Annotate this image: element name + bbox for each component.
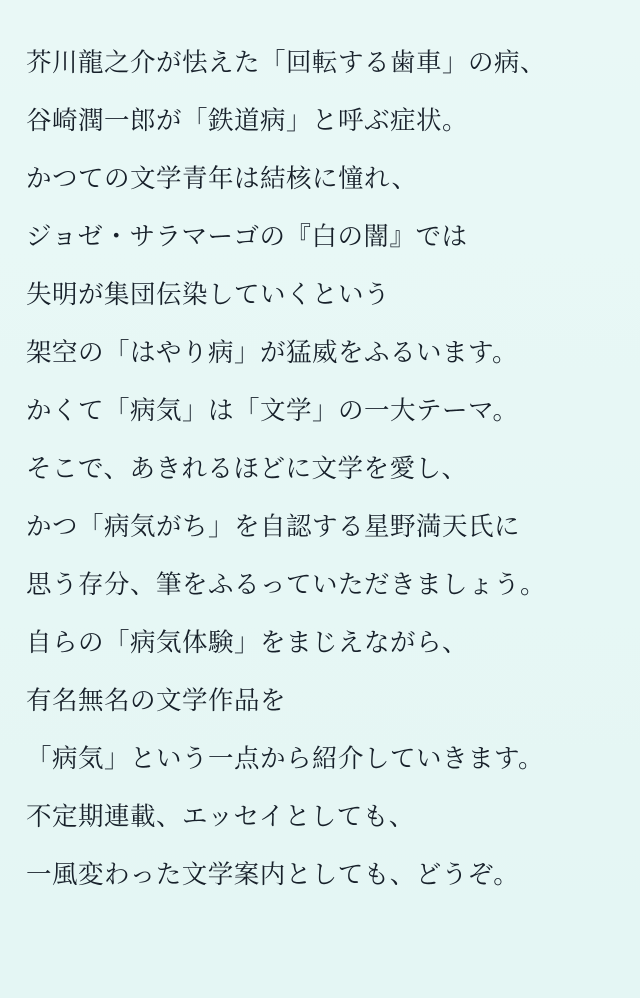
text-line: 不定期連載、エッセイとしても、 [26, 802, 415, 831]
text-line: かくて「病気」は「文学」の一大テーマ。 [26, 396, 519, 425]
text-line: そこで、あきれるほどに文学を愛し、 [26, 454, 468, 483]
text-line: 一風変わった文学案内としても、どうぞ。 [26, 860, 520, 889]
text-line: 谷崎潤一郎が「鉄道病」と呼ぶ症状。 [26, 106, 469, 135]
text-line: 有名無名の文学作品を [26, 686, 287, 715]
text-line: ジョゼ・サラマーゴの『白の闇』では [26, 222, 468, 251]
text-line: 「病気」という一点から紹介していきます。 [26, 744, 544, 773]
text-line: 自らの「病気体験」をまじえながら、 [26, 628, 469, 657]
text-line: 架空の「はやり病」が猛威をふるいます。 [26, 338, 518, 367]
text-line: 芥川龍之介が怯えた「回転する歯車」の病、 [26, 48, 547, 77]
document-body [26, 34, 618, 904]
text-line: かつ「病気がち」を自認する星野満天氏に [26, 512, 521, 541]
text-line: 思う存分、筆をふるっていただきましょう。 [26, 570, 547, 599]
text-line: かつての文学青年は結核に憧れ、 [26, 164, 418, 193]
text-line: 失明が集団伝染していくという [26, 280, 391, 309]
